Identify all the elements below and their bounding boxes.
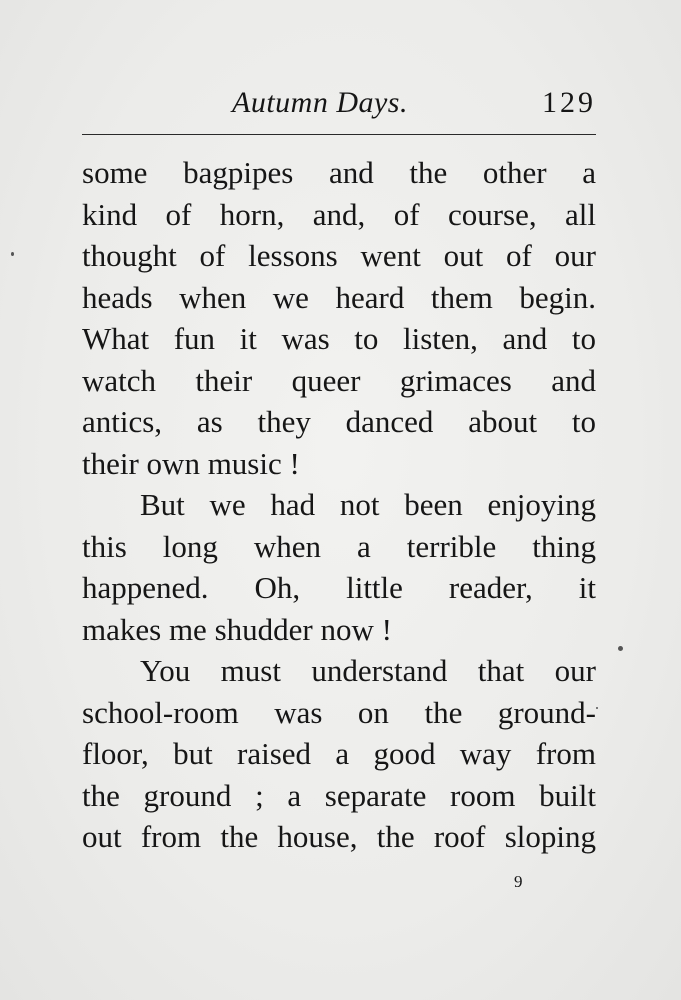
signature-mark: 9 [514, 872, 523, 891]
text-line: What fun it was to listen, and to [82, 321, 596, 356]
text-line: kind of horn, and, of course, all [82, 196, 596, 232]
text-line: the ground ; a separate room built [82, 777, 596, 813]
text-line: watch their queer grimaces and [82, 362, 596, 398]
text-line: heads when we heard them begin. [82, 279, 596, 315]
text-line: their own music ! [82, 445, 300, 481]
paper-speck [11, 252, 14, 256]
text-line: You must understand that our [140, 653, 596, 688]
text-line: out from the house, the roof sloping [82, 819, 596, 854]
running-head [82, 86, 596, 126]
header-rule [82, 134, 596, 135]
text-line: thought of lessons went out of our [82, 238, 596, 273]
page-number: 129 [542, 86, 596, 119]
text-line: school-room was on the ground- [82, 694, 596, 730]
text-line: this long when a terrible thing [82, 528, 596, 564]
text-line: happened. Oh, little reader, it [82, 570, 596, 605]
text-line: makes me shudder now ! [82, 611, 392, 647]
paper-speck [596, 707, 598, 709]
text-line: antics, as they danced about to [82, 404, 596, 439]
body-text [82, 152, 596, 858]
text-line: some bagpipes and the other a [82, 155, 596, 190]
running-title: Autumn Days. [232, 86, 408, 119]
text-line: floor, but raised a good way from [82, 736, 596, 771]
paper-speck [618, 646, 623, 651]
text-line: But we had not been enjoying [140, 487, 596, 522]
